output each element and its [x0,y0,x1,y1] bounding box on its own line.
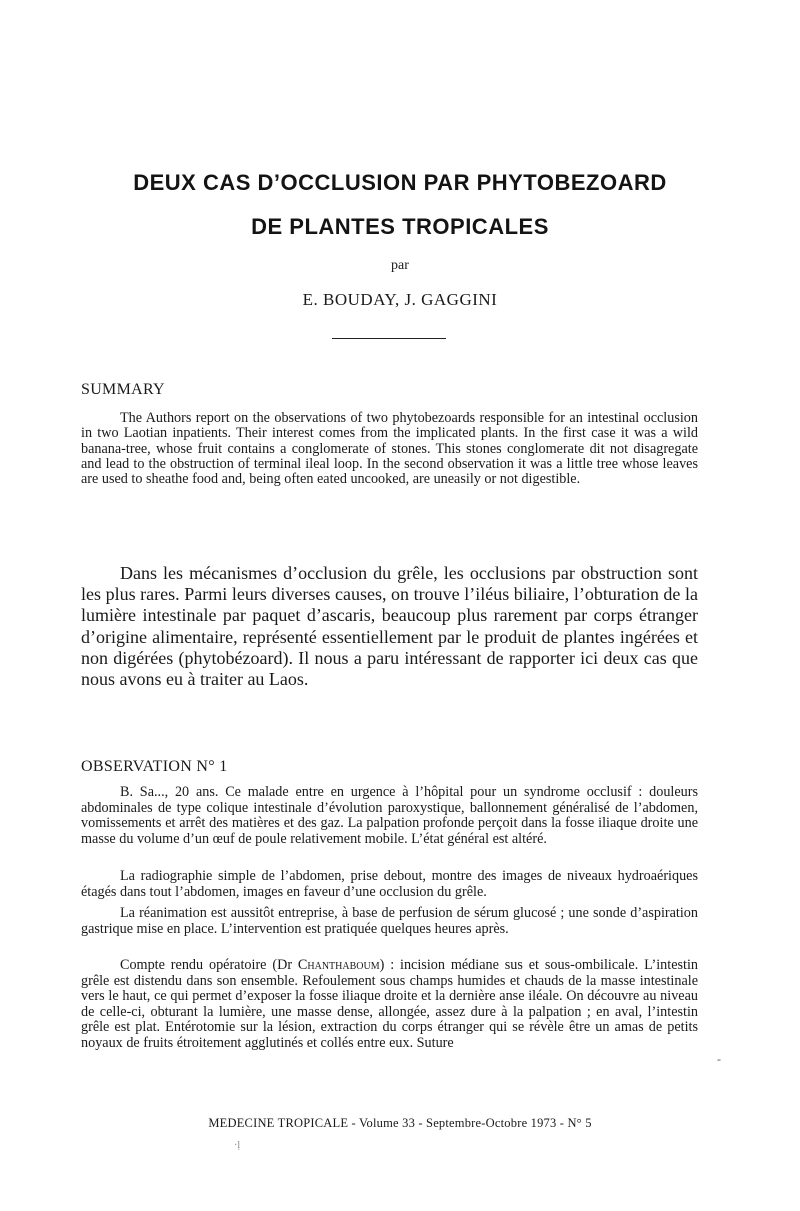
article-title-line-1: DEUX CAS D’OCCLUSION PAR PHYTOBEZOARD [133,170,667,195]
observation-p4-start: Compte rendu opératoire (Dr [120,957,298,973]
margin-mark: - [717,1052,721,1066]
bottom-speck: ·ḷ [234,1140,241,1151]
observation-paragraph-4 [81,958,698,1052]
authors: E. BOUDAY, J. GAGGINI [302,290,498,309]
journal-footer: MEDECINE TROPICALE - Volume 33 - Septembre-Octobre 1973 - N° 5 [208,1116,592,1130]
summary-text: The Authors report on the observations of two phytobezoards responsible for an intestinal occlusion in two Laotian inpatients. Their interest comes from the implicated plants. In the first case it was a wild banana-tree, whose fruit contains a conglomerate of stones. This stones conglomerate dit not disagregate and lead to the obstruction of terminal ileal loop. In the second observation it was a little tree whose leaves are used to sheathe food and, being often eated uncooked, are uneasily or not digestible. [81,410,698,488]
observation-paragraph-3: La réanimation est aussitôt entreprise, à base de perfusion de sérum glucosé ; une sonde d’aspiration gastrique mise en place. L’intervention est pratiquée quelques heures après. [81,905,698,937]
observation-p4-rest: ) : incision médiane sus et sous-ombilicale. L’intestin grêle est distendu dans son ensemble. Refoulement sous champs humides et chauds de la masse intestinale vers le haut, ce qui permet d’exposer la fosse iliaque droite et la dernière anse iléale. On découvre au niveau de celle-ci, obturant la lumière, une masse dense, allongée, assez dure à la palpation ; en aval, l’intestin grêle est plat. Entérotomie sur la lésion, extraction du corps étranger qui se révèle être un amas de petits noyaux de fruits étroitement agglutinés et collés entre eux. Suture [81,957,698,1051]
title-divider [332,338,446,339]
summary-heading: SUMMARY [81,381,165,398]
byline-par: par [391,258,409,273]
observation-heading: OBSERVATION N° 1 [81,758,228,775]
observation-paragraph-1: B. Sa..., 20 ans. Ce malade entre en urgence à l’hôpital pour un syndrome occlusif : douleurs abdominales de type colique intestinale d’évolution paroxystique, ballonnement généralisé de l’abdomen, vomissements et arrêt des matières et des gaz. La palpation profonde perçoit dans la fosse iliaque droite une masse du volume d’un œuf de poule relativement mobile. L’état général est altéré. [81,784,698,847]
intro-paragraph: Dans les mécanismes d’occlusion du grêle, les occlusions par obstruction sont les plus rares. Parmi leurs diverses causes, on trouve l’iléus biliaire, l’obturation de la lumière intestinale par paquet d’ascaris, beaucoup plus rarement par corps étranger d’origine alimentaire, représenté essentiellement par le produit de plantes ingérées et non digérées (phytobézoard). Il nous a paru intéressant de rapporter ici deux cas que nous avons eu à traiter au Laos. [81,563,698,690]
surgeon-name: Chanthaboum [297,957,380,973]
article-title-line-2: DE PLANTES TROPICALES [251,214,549,239]
observation-paragraph-2: La radiographie simple de l’abdomen, prise debout, montre des images de niveaux hydroaériques étagés dans tout l’abdomen, images en faveur d’une occlusion du grêle. [81,868,698,900]
